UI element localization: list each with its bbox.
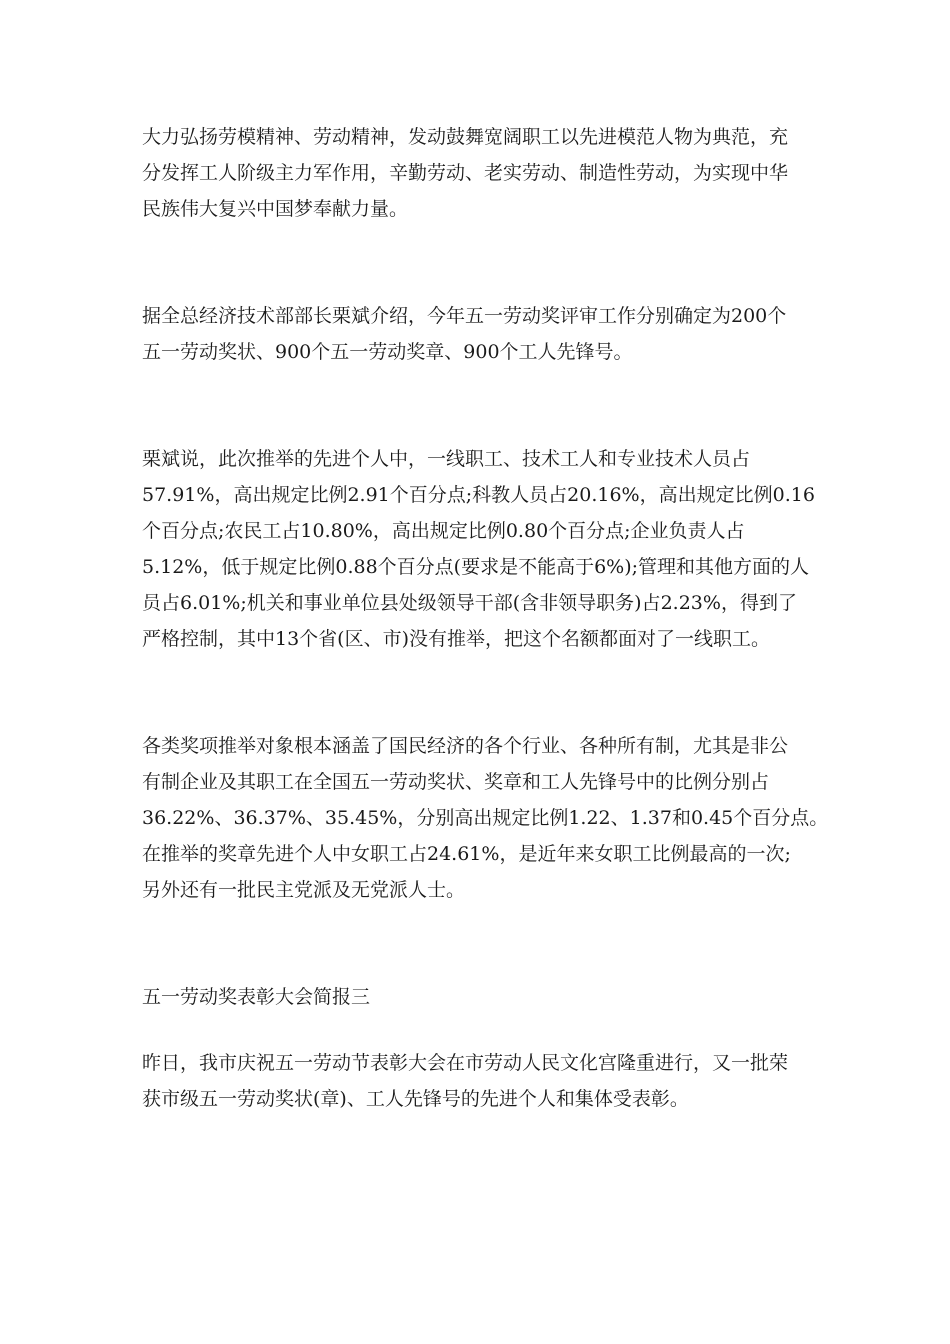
text-line: 另外还有一批民主党派及无党派人士。 xyxy=(142,879,466,901)
text-line: 栗斌说，此次推举的先进个人中，一线职工、技术工人和专业技术人员占 xyxy=(142,448,751,470)
heading-text: 五一劳动奖表彰大会简报三 xyxy=(142,986,371,1008)
text-line: 获市级五一劳动奖状(章)、工人先锋号的先进个人和集体受表彰。 xyxy=(142,1088,689,1110)
text-line: 有制企业及其职工在全国五一劳动奖状、奖章和工人先锋号中的比例分别占 xyxy=(142,771,770,793)
text-line: 分发挥工人阶级主力军作用，辛勤劳动、老实劳动、制造性劳动，为实现中华 xyxy=(142,162,789,184)
text-line: 据全总经济技术部部长栗斌介绍，今年五一劳动奖评审工作分别确定为200个 xyxy=(142,305,787,327)
text-line: 在推举的奖章先进个人中女职工占24.61%，是近年来女职工比例最高的一次; xyxy=(142,843,791,865)
text-line: 严格控制，其中13个省(区、市)没有推举，把这个名额都面对了一线职工。 xyxy=(142,628,771,650)
text-line: 五一劳动奖状、900个五一劳动奖章、900个工人先锋号。 xyxy=(142,341,633,363)
text-line: 个百分点;农民工占10.80%，高出规定比例0.80个百分点;企业负责人占 xyxy=(142,520,745,542)
text-line: 员占6.01%;机关和事业单位县处级领导干部(含非领导职务)占2.23%，得到了 xyxy=(142,592,797,614)
text-line: 各类奖项推举对象根本涵盖了国民经济的各个行业、各种所有制，尤其是非公 xyxy=(142,735,789,757)
text-line: 大力弘扬劳模精神、劳动精神，发动鼓舞宽阔职工以先进模范人物为典范，充 xyxy=(142,126,789,148)
text-line: 民族伟大复兴中国梦奉献力量。 xyxy=(142,198,409,220)
text-line: 36.22%、36.37%、35.45%，分别高出规定比例1.22、1.37和0.45个百分点。 xyxy=(142,807,829,829)
text-line: 5.12%，低于规定比例0.88个百分点(要求是不能高于6%);管理和其他方面的人 xyxy=(142,556,810,578)
text-line: 昨日，我市庆祝五一劳动节表彰大会在市劳动人民文化宫隆重进行，又一批荣 xyxy=(142,1052,789,1074)
text-line: 57.91%，高出规定比例2.91个百分点;科教人员占20.16%，高出规定比例0.16 xyxy=(142,484,815,506)
